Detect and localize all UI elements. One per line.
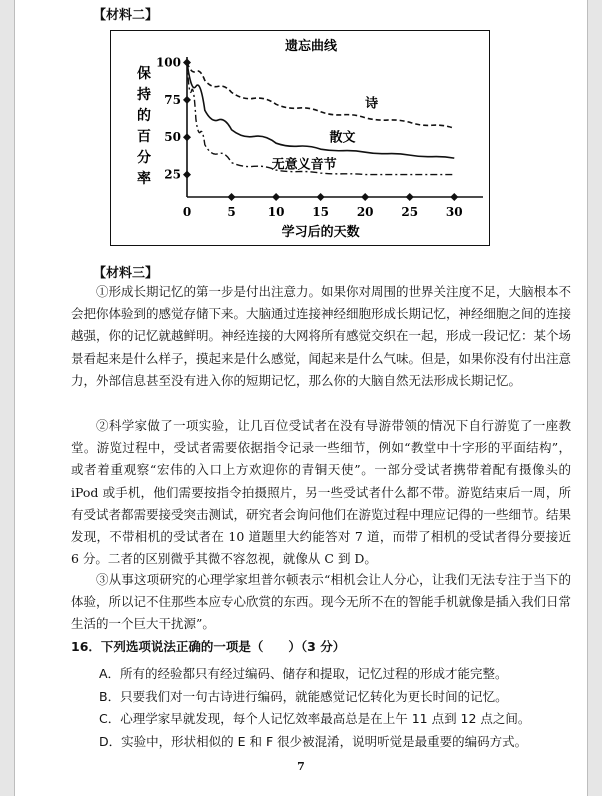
- paragraph-text: ③从事这项研究的心理学家坦普尔顿表示“相机会让人分心，让我们无法专注于当下的体验，所以记不住那些本应专心欣赏的东西。现今无所不在的智能手机就像是插入我们日常生活的一个巨大干扰源”。: [71, 572, 572, 632]
- y-axis-label-char: 保: [137, 66, 151, 82]
- chart-canvas: [111, 31, 489, 245]
- series-line-1: [187, 62, 454, 128]
- x-tick-marker: [228, 193, 236, 201]
- x-tick-marker: [272, 193, 280, 201]
- x-tick-label: 30: [445, 205, 463, 219]
- option-b[interactable]: B．只要我们对一句古诗进行编码，就能感觉记忆转化为更长时间的记忆。: [99, 688, 508, 704]
- series-label: 诗: [365, 96, 379, 112]
- x-axis-label: 学习后的天数: [281, 225, 360, 240]
- y-tick-marker: [183, 96, 191, 104]
- x-tick-marker: [406, 193, 414, 201]
- series-line-2: [187, 62, 454, 158]
- page-number: 7: [297, 760, 305, 773]
- forgetting-curve-chart: [110, 30, 490, 246]
- y-axis-label-char: 百: [137, 129, 151, 145]
- material3-heading: 【材料三】: [93, 266, 159, 281]
- x-tick-label: 5: [227, 205, 236, 219]
- x-tick-label: 10: [267, 205, 285, 219]
- paragraph-text: ①形成长期记忆的第一步是付出注意力。如果你对周围的世界关注度不足，大脑根本不会把你体验到的感觉存储下来。大脑通过连接神经细胞形成长期记忆，神经细胞之间的连接越强，你的记忆就越鲜明。神经连接的大网将所有感觉交织在一起，形成一段记忆：某个场景看起来是什么样子，摸起来是什么感觉，闻起来是什么气味。但是，如果你没有付出注意力，外部信息甚至没有进入你的短期记忆，那么你的大脑自然无法形成长期记忆。: [71, 284, 572, 388]
- x-tick-marker: [317, 193, 325, 201]
- y-tick-marker: [183, 171, 191, 179]
- y-axis-label-char: 率: [137, 171, 151, 187]
- x-tick-label: 15: [312, 205, 329, 219]
- document-page: [14, 0, 588, 796]
- paragraph-text: ②科学家做了一项实验，让几百位受试者在没有导游带领的情况下自行游览了一座教堂。游览过程中，受试者需要依据指令记录一些细节，例如“教堂中十字形的平面结构”，或者着重观察“宏伟的入口上方欢迎你的青铜天使”。一部分受试者携带着配有摄像头的 iPod 或手机，他们需要按指令拍摄照片，另一些受试者什么都不带。游览结束后一周，所有受试者都需要接受突击测试，研究者会询问他们在游览过程中理应记得的一些细节。结果发现，不带相机的受试者在 10 道题里大约能答对 7 道，而带了相机的受试者得分要接近 6 分。二者的区别微乎其微不容忽视，就像从 C 到 D。: [71, 418, 572, 567]
- question-16: [71, 637, 571, 753]
- y-tick-label: 25: [164, 167, 181, 182]
- x-tick-label: 20: [356, 205, 374, 219]
- option-a[interactable]: A．所有的经验都只有经过编码、储存和提取，记忆过程的形成才能完整。: [99, 666, 508, 681]
- y-axis-label-char: 持: [137, 87, 151, 103]
- chart-title: 遗忘曲线: [284, 39, 338, 54]
- y-tick-label: 75: [164, 92, 181, 107]
- series-label: 无意义音节: [271, 157, 337, 173]
- question-stem: 16．下列选项说法正确的一项是（ ）（3 分）: [71, 639, 346, 654]
- x-tick-marker: [450, 193, 458, 201]
- x-tick-label: 0: [182, 205, 192, 219]
- material3-paragraph-2: [71, 415, 571, 570]
- option-d[interactable]: D．实验中，形状相似的 E 和 F 很少被混淆，说明听觉是最重要的编码方式。: [99, 733, 528, 749]
- x-tick-marker: [361, 193, 369, 201]
- y-axis-label-char: 分: [137, 150, 151, 166]
- material2-heading: 【材料二】: [93, 8, 159, 23]
- x-tick-label: 25: [401, 205, 419, 219]
- y-tick-label: 50: [164, 130, 181, 145]
- option-c[interactable]: C．心理学家早就发现，每个人记忆效率最高总是在上午 11 点到 12 点之间。: [99, 711, 531, 726]
- y-axis-label-char: 的: [137, 108, 151, 124]
- material3-paragraph-3: [71, 569, 571, 636]
- material3-paragraph-1: [71, 281, 571, 392]
- y-tick-label: 100: [155, 55, 181, 70]
- y-tick-marker: [183, 133, 191, 141]
- series-label: 散文: [329, 130, 356, 146]
